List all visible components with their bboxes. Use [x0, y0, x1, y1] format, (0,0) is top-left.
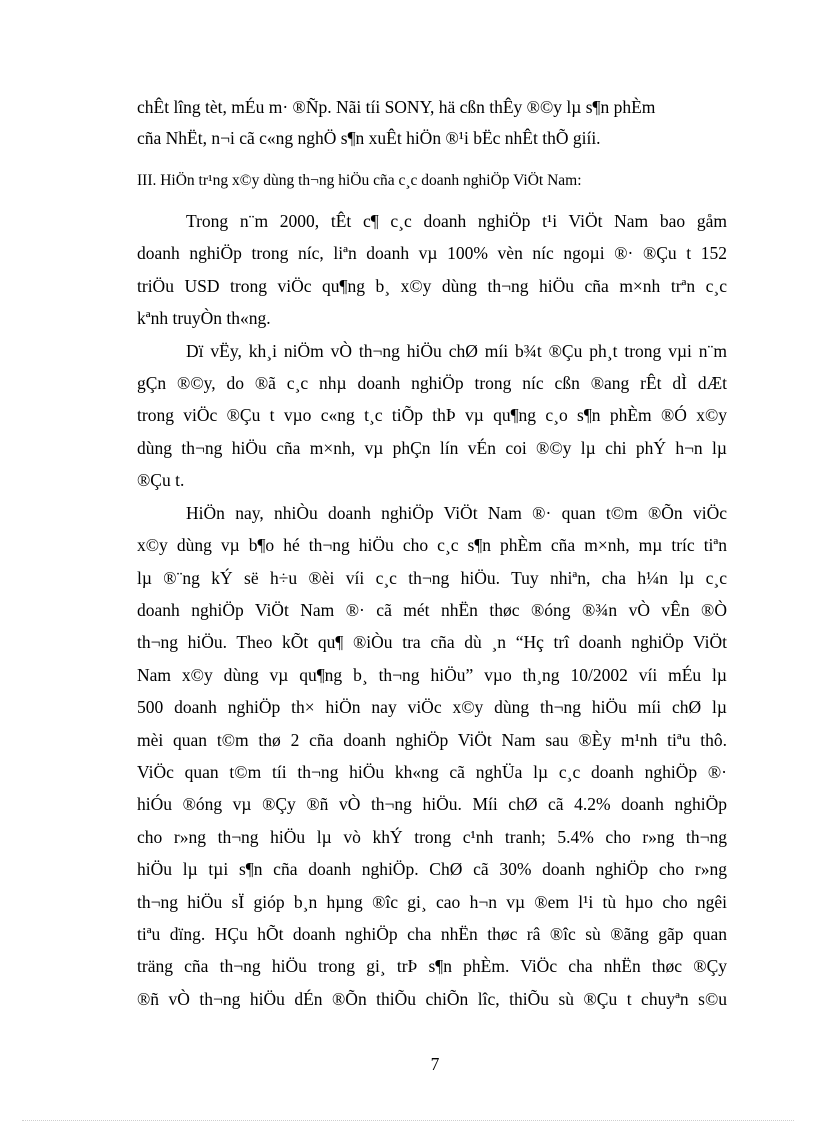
text-line: dùng th¬ng hiÖu cña m×nh, vµ phÇn lín vÉn coi ®©y lµ chi phÝ h¬n lµ	[137, 438, 727, 458]
text-line: x©y dùng vµ b¶o hé th¬ng hiÖu cho c¸c s¶n phÈm cña m×nh, mµ tríc tiªn	[137, 535, 727, 555]
text-line: cho r»ng th¬ng hiÖu lµ vò khÝ trong c¹nh tranh; 5.4% cho r»ng th¬ng	[137, 827, 727, 847]
text-line: Nam x©y dùng vµ qu¶ng b¸ th¬ng hiÖu” vµo th¸ng 10/2002 víi mÉu lµ	[137, 665, 727, 685]
text-line: chÊt lîng tèt, mÉu m· ®Ñp. Nãi tíi SONY, hä cßn thÊy ®©y lµ s¶n phÈm	[137, 97, 656, 117]
text-line: triÖu USD trong viÖc qu¶ng b¸ x©y dùng th¬ng hiÖu cña m×nh trªn c¸c	[137, 276, 727, 296]
text-line: ®Çu t.	[137, 470, 185, 490]
text-line: ViÖc quan t©m tíi th¬ng hiÖu kh«ng cã nghÜa lµ c¸c doanh nghiÖp ®·	[137, 762, 727, 782]
page-bottom-rule	[22, 1120, 794, 1121]
text-line: gÇn ®©y, do ®ã c¸c nhµ doanh nghiÖp trong níc cßn ®ang rÊt dÌ dÆt	[137, 373, 727, 393]
text-line: Trong n¨m 2000, tÊt c¶ c¸c doanh nghiÖp t¹i ViÖt Nam bao gåm	[186, 211, 727, 231]
text-line: hiÓu ®óng vµ ®Çy ®ñ vÒ th¬ng hiÖu. Míi chØ cã 4.2% doanh nghiÖp	[137, 794, 727, 814]
text-line: cña NhËt, n¬i cã c«ng nghÖ s¶n xuÊt hiÖn ®¹i bËc nhÊt thÕ giíi.	[137, 128, 601, 148]
text-line: th¬ng hiÖu sÏ gióp b¸n hµng ®îc gi¸ cao h¬n vµ ®em l¹i tù hµo cho ngêi	[137, 892, 727, 912]
text-line: th¬ng hiÖu. Theo kÕt qu¶ ®iÒu tra cña dù ¸n “Hç trî doanh nghiÖp ViÖt	[137, 632, 727, 652]
text-line: hiÖu lµ tµi s¶n cña doanh nghiÖp. ChØ cã 30% doanh nghiÖp cho r»ng	[137, 859, 727, 879]
text-line: kªnh truyÒn th«ng.	[137, 308, 271, 328]
text-line: ®ñ vÒ th¬ng hiÖu dÉn ®Õn thiÕu chiÕn lîc, thiÕu sù ®Çu t chuyªn s©u	[137, 989, 727, 1009]
text-line: tiªu dïng. HÇu hÕt doanh nghiÖp cha nhËn thøc râ ®îc sù ®ãng gãp quan	[137, 924, 727, 944]
page-number: 7	[430, 1054, 440, 1074]
text-line: doanh nghiÖp trong níc, liªn doanh vµ 100% vèn níc ngoµi ®· ®Çu t 152	[137, 243, 727, 263]
text-line: lµ ®¨ng kÝ së h÷u ®èi víi c¸c th¬ng hiÖu. Tuy nhiªn, cha h¼n lµ c¸c	[137, 568, 727, 588]
text-line: mèi quan t©m thø 2 cña doanh nghiÖp ViÖt Nam sau ®Èy m¹nh tiªu thô.	[137, 730, 727, 750]
section-heading: III. HiÖn tr¹ng x©y dùng th¬ng hiÖu cña c¸c doanh nghiÖp ViÖt Nam:	[137, 172, 582, 189]
text-line: trong viÖc ®Çu t vµo c«ng t¸c tiÕp thÞ vµ qu¶ng c¸o s¶n phÈm ®Ó x©y	[137, 405, 727, 425]
text-line: träng cña th¬ng hiÖu trong gi¸ trÞ s¶n phÈm. ViÖc cha nhËn thøc ®Çy	[137, 956, 727, 976]
text-line: doanh nghiÖp ViÖt Nam ®· cã mét nhËn thøc ®óng ®¾n vÒ vÊn ®Ò	[137, 600, 727, 620]
text-line: Dï vËy, kh¸i niÖm vÒ th¬ng hiÖu chØ míi b¾t ®Çu ph¸t trong vµi n¨m	[186, 341, 727, 361]
text-line: 500 doanh nghiÖp th× hiÖn nay viÖc x©y dùng th¬ng hiÖu míi chØ lµ	[137, 697, 727, 717]
text-line: HiÖn nay, nhiÒu doanh nghiÖp ViÖt Nam ®· quan t©m ®Õn viÖc	[186, 503, 727, 523]
